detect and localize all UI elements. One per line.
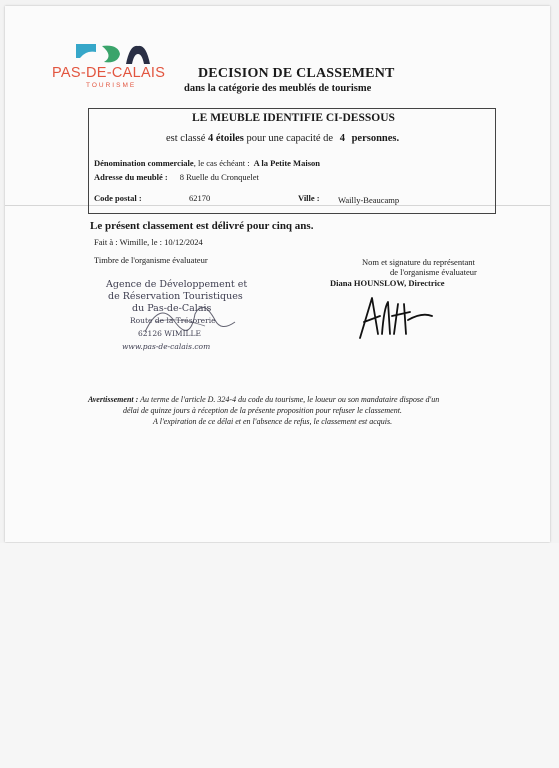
city-label: Ville :	[298, 193, 320, 203]
classification-middle: pour une capacité de	[246, 133, 334, 144]
stamp-line-5: 62126 WIMILLE	[138, 329, 201, 338]
stamp-line-2: de Réservation Touristiques	[108, 291, 243, 302]
stamp-line-6: www.pas-de-calais.com	[122, 342, 211, 351]
warning-text-1: Au terme de l'article D. 324-4 du code du tourisme, le loueur ou son mandataire dispose d'un	[140, 395, 440, 404]
stamp-line-1: Agence de Développement et	[106, 279, 248, 290]
box-heading: LE MEUBLE IDENTIFIE CI-DESSOUS	[192, 112, 395, 124]
address-value: 8 Ruelle du Cronquelet	[179, 172, 259, 182]
city-value: Wailly-Beaucamp	[338, 195, 400, 205]
capacity-value: 4	[339, 133, 345, 144]
classification-line	[166, 133, 399, 144]
blank-background	[0, 543, 559, 768]
warning-line-2: délai de quinze jours à réception de la présente proposition pour refuser le classement.	[123, 406, 402, 415]
warning-label: Avertissement :	[88, 395, 139, 404]
document-title: DECISION DE CLASSEMENT	[198, 66, 395, 81]
logo-name: PAS-DE-CALAIS	[52, 65, 166, 81]
signature-label-2: de l'organisme évaluateur	[390, 267, 477, 277]
stamp-initials-icon	[135, 292, 245, 352]
made-at: Fait à : Wimille, le : 10/12/2024	[94, 237, 203, 247]
capacity-unit: personnes.	[351, 133, 400, 144]
warning-line-3: A l'expiration de ce délai et en l'absence de refus, le classement est acquis.	[153, 417, 393, 426]
validity-statement: Le présent classement est délivré pour cinq ans.	[90, 220, 314, 232]
star-rating: 4 étoiles	[208, 133, 244, 144]
postal-code-value: 62170	[189, 193, 211, 203]
document-subtitle: dans la catégorie des meublés de tourisme	[184, 83, 372, 94]
classification-prefix: est classé	[166, 133, 206, 144]
stamp-line-4: Route de la Trésorerie	[130, 316, 216, 325]
handwritten-signature-icon	[352, 294, 438, 342]
logo-subtitle: TOURISME	[86, 82, 137, 89]
address-label: Adresse du meublé	[94, 172, 163, 182]
stamp-label: Timbre de l'organisme évaluateur	[94, 255, 208, 265]
pas-de-calais-logo-icon	[74, 42, 154, 66]
warning-line-1	[88, 395, 439, 404]
signature-label-1: Nom et signature du représentant	[362, 257, 475, 267]
denomination-suffix: , le cas échéant :	[193, 158, 250, 168]
address-row: Adresse du meublé : 8 Ruelle du Cronquelet	[94, 172, 259, 182]
denomination-value: A la Petite Maison	[253, 158, 320, 168]
postal-code-label: Code postal :	[94, 193, 142, 203]
stamp-line-3: du Pas-de-Calais	[132, 303, 212, 314]
signatory-name: Diana HOUNSLOW, Directrice	[330, 278, 445, 288]
denomination-label: Dénomination commerciale	[94, 158, 194, 168]
